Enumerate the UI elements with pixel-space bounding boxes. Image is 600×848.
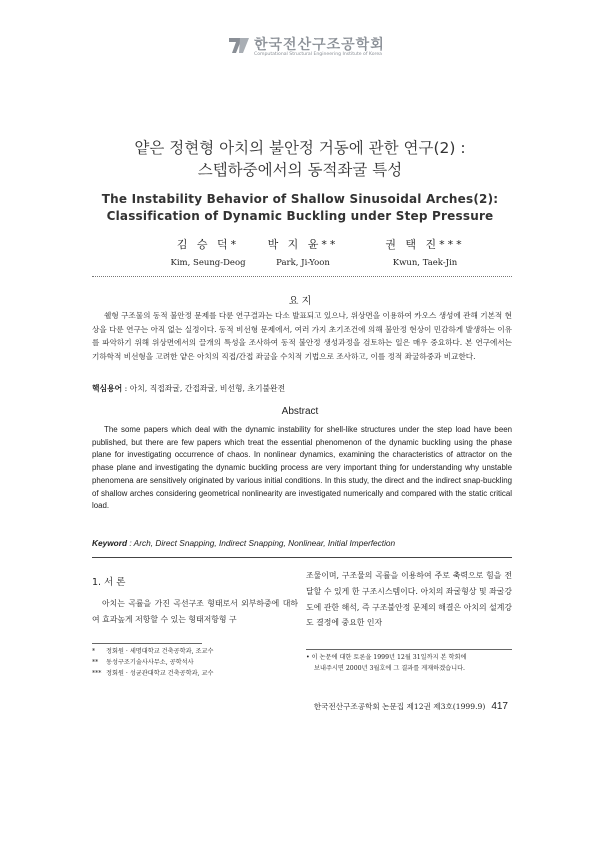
footnote-right-line2: 보내주시면 2000년 3월호에 그 결과를 게재하겠습니다.: [314, 665, 466, 672]
author-3: [355, 236, 495, 268]
society-name-en: Computational Structural Engineering Institute of Korea: [254, 52, 382, 57]
footnote-3-mark: ***: [92, 670, 102, 677]
keywords-en-label: Keyword: [92, 538, 128, 548]
author-1-name-en: Kim, Seung-Deog: [170, 258, 246, 268]
abstract-ko-text: [92, 309, 512, 364]
intro-left-text: 아치는 곡률을 가진 곡선구조 형태로서 외부하중에 대하여 효과높게 저항할 수 있는 형태저항형 구: [92, 599, 298, 624]
footnote-3-text: 정회원 · 성균관대학교 건축공학과, 교수: [106, 670, 214, 677]
author-2-name-en: Park, Ji-Yoon: [276, 258, 330, 268]
footnote-2-text: 동성구조기술사사무소, 공학석사: [106, 659, 194, 666]
footnote-right-line1: • 이 논문에 대한 토론을 1999년 12월 31일까지 본 학회에: [306, 654, 467, 661]
footnote-2-mark: **: [92, 659, 99, 666]
footnote-3: [92, 668, 213, 679]
footnote-1-mark: *: [92, 648, 96, 655]
keywords-en: [92, 538, 395, 548]
intro-left-column: [92, 596, 298, 628]
author-3-name-en: Kwun, Taek-Jin: [392, 258, 458, 268]
abstract-en-heading: Abstract: [281, 406, 319, 417]
society-logo: [228, 34, 388, 62]
abstract-ko-paragraph: 쉘형 구조물의 동적 불안정 문제를 다룬 연구결과는 다소 발표되고 있으나, 위상면을 이용하여 카오스 생성에 관해 기본적 현상을 다룬 연구는 아직 없는 실정이다. 동적 비선형 문제에서, 여러 가지 초기조건에 의해 불안정 현상이 민감하게 발생하는 이유를 파악하기 위해 위상면에서의 끌개의 특성을 조사하여 동적 불안정 생성과정을 검토하는 일은 매우 중요하다. 본 연구에서는 기하학적 비선형을 고려한 얕은 아치의 직접/간접 좌굴을 수치적 기법으로 조사하고, 이를 정적 좌굴하중과 비교한다.: [92, 311, 512, 362]
footnote-right: [306, 652, 466, 674]
separator-dotted: [92, 276, 512, 277]
journal-citation: 한국전산구조공학회 논문집 제12권 제3호(1999.9): [313, 702, 486, 711]
intro-right-text: 조물이며, 구조물의 곡률을 이용하여 주로 축력으로 힘을 전달할 수 있게 한 구조시스템이다. 아치의 좌굴형상 및 좌굴강도에 관한 해석, 즉 구조불안정 문제의 해결은 아치의 설계강도 결정에 중요한 인자: [306, 571, 512, 628]
title-en-line2: Classification of Dynamic Buckling under Step Pressure: [106, 209, 494, 223]
title-ko-line2: 스텝하중에서의 동적좌굴 특성: [197, 161, 403, 179]
society-name-ko: 한국전산구조공학회: [254, 37, 385, 53]
title-en-line1: The Instability Behavior of Shallow Sinusoidal Arches(2):: [101, 192, 499, 206]
footnote-rule-left: [92, 643, 202, 644]
intro-right-column: [306, 568, 512, 631]
footnote-2: [92, 657, 213, 668]
footnote-rule-right: [306, 649, 512, 650]
author-3-name-ko: 권 택 진***: [385, 238, 465, 251]
separator-solid: [92, 557, 512, 558]
keywords-en-text: : Arch, Direct Snapping, Indirect Snapping, Nonlinear, Initial Imperfection: [127, 538, 396, 548]
abstract-ko-heading: 요 지: [288, 296, 312, 307]
intro-heading: 1. 서 론: [92, 577, 126, 588]
keywords-ko-label: 핵심용어: [92, 384, 123, 393]
society-logo-icon: [228, 36, 250, 54]
footnote-1: [92, 646, 213, 657]
footnote-1-text: 정회원 · 세명대학교 건축공학과, 조교수: [106, 648, 214, 655]
footnotes-left: [92, 646, 213, 679]
author-1-name-ko: 김 승 덕*: [176, 238, 240, 251]
abstract-en-paragraph: The some papers which deal with the dynamic instability for shell-like structures under the step load have been published, but there are few papers which treat the essential phenomenon of the dynamic buckling using the phase plane for investigating occurrence of chaos. In nonlinear dynamics, examining the characteristics of attractor on the phase plane and investigating the dynamic buckling process are very important thing for understanding why unstable phenomena are sensitively originated by various initial conditions. In this study, the direct and the indirect snap-buckling of shallow arches considering geometrical nonlinearity are investigated numerically and compared with the static critical load.: [92, 425, 512, 511]
author-2: [233, 236, 373, 268]
abstract-en-text: [92, 424, 512, 513]
keywords-ko: [92, 383, 285, 394]
keywords-ko-text: : 아치, 직접좌굴, 간접좌굴, 비선형, 초기불완전: [122, 384, 286, 393]
title-ko-line1: 얕은 정현형 아치의 불안정 거동에 관한 연구(2) :: [134, 139, 466, 157]
page-footer: [314, 701, 508, 712]
author-2-name-ko: 박 지 윤**: [267, 238, 339, 251]
page-number: 417: [491, 701, 508, 712]
